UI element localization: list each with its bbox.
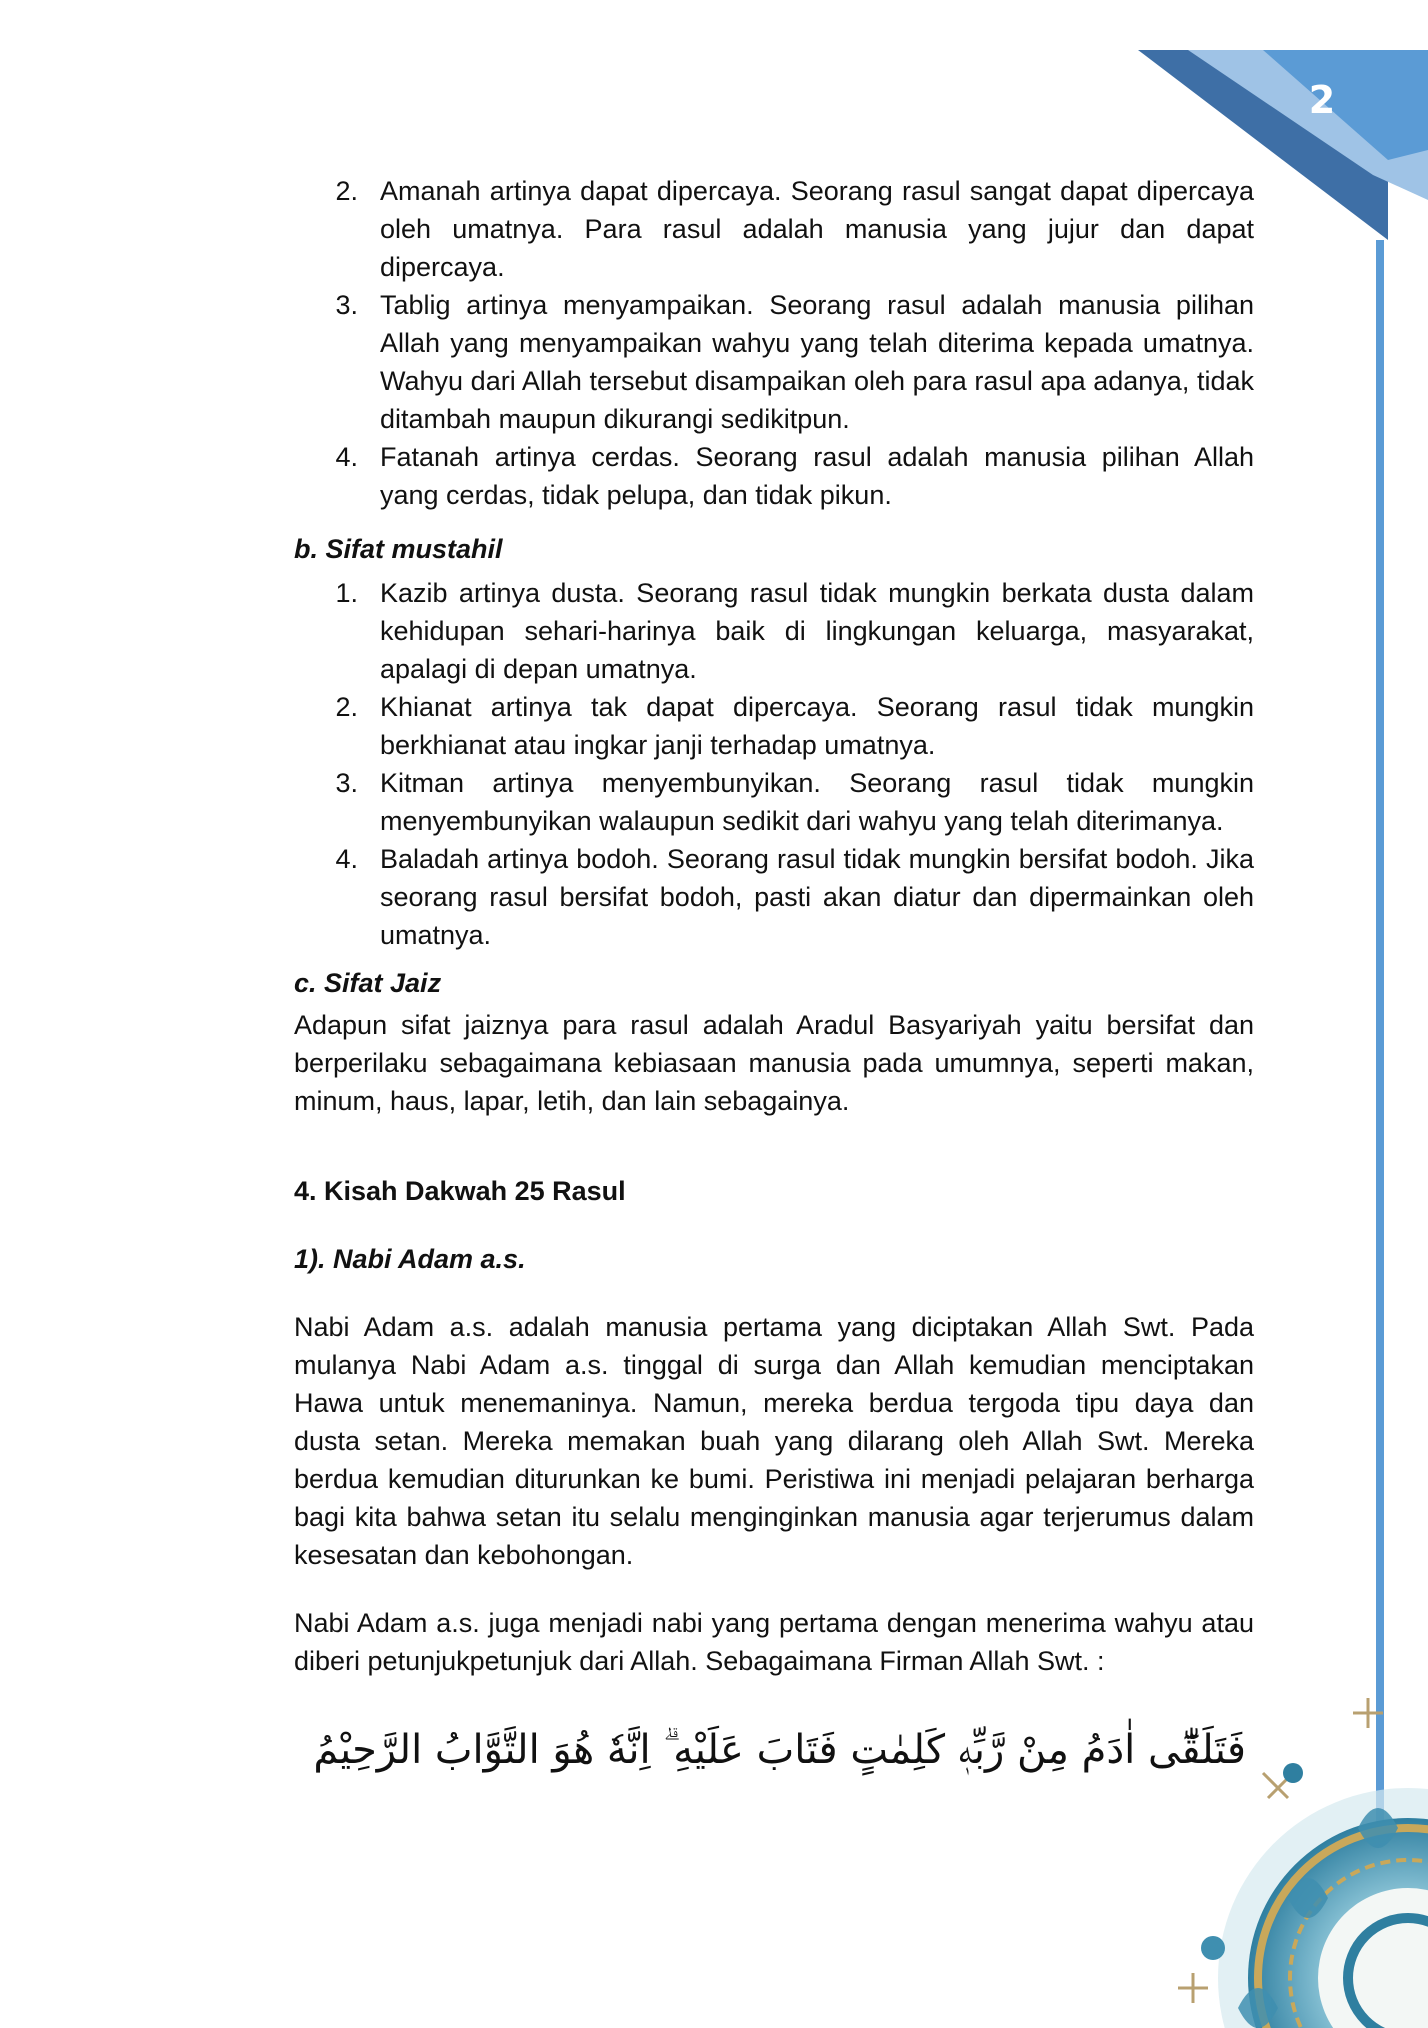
list-item: [294, 764, 1254, 840]
list-number: 4.: [335, 844, 358, 874]
sifat-wajib-list: [294, 172, 1254, 514]
arabic-verse: فَتَلَقّٰٓى اٰدَمُ مِنْ رَّبِّهٖ كَلِمٰتٍ فَتَابَ عَلَيْهِ ۗ اِنَّهٗ هُوَ التَّوَّابُ الرَّحِيْمُ: [313, 1727, 1246, 1773]
sifat-mustahil-list: [294, 574, 1254, 954]
list-item: [294, 438, 1254, 514]
list-number: 2.: [335, 692, 358, 722]
page-content: [294, 172, 1254, 1780]
list-text: Khianat artinya tak dapat dipercaya. Seorang rasul tidak mungkin berkhianat atau ingkar janji terhadap umatnya.: [380, 692, 1254, 760]
list-number: 3.: [335, 290, 358, 320]
list-text: Tablig artinya menyampaikan. Seorang rasul adalah manusia pilihan Allah yang menyampaikan wahyu yang telah diterima kepada umatnya. Wahyu dari Allah tersebut disampaikan oleh para rasul apa adanya, tidak ditambah maupun dikurangi sedikitpun.: [380, 290, 1254, 434]
section-heading: 4. Kisah Dakwah 25 Rasul: [294, 1176, 626, 1206]
subsection-heading: 1). Nabi Adam a.s.: [294, 1244, 526, 1274]
list-number: 4.: [335, 442, 358, 472]
list-text: Fatanah artinya cerdas. Seorang rasul adalah manusia pilihan Allah yang cerdas, tidak pelupa, dan tidak pikun.: [380, 442, 1254, 510]
list-text: Kazib artinya dusta. Seorang rasul tidak mungkin berkata dusta dalam kehidupan sehari-harinya baik di lingkungan keluarga, masyarakat, apalagi di depan umatnya.: [380, 578, 1254, 684]
list-number: 3.: [335, 768, 358, 798]
sifat-mustahil-heading: b. Sifat mustahil: [294, 534, 503, 564]
list-item: [294, 286, 1254, 438]
list-item: [294, 840, 1254, 954]
list-item: [294, 688, 1254, 764]
paragraph: Nabi Adam a.s. juga menjadi nabi yang pertama dengan menerima wahyu atau diberi petunjukpetunjuk dari Allah. Sebagaimana Firman Allah Swt. :: [294, 1608, 1254, 1676]
list-number: 2.: [335, 176, 358, 206]
list-text: Kitman artinya menyembunyikan. Seorang rasul tidak mungkin menyembunyikan walaupun sedikit dari wahyu yang telah diterimanya.: [380, 768, 1254, 836]
list-number: 1.: [335, 578, 358, 608]
sifat-jaiz-heading: c. Sifat Jaiz: [294, 968, 442, 998]
sifat-jaiz-text: Adapun sifat jaiznya para rasul adalah Aradul Basyariyah yaitu bersifat dan berperilaku sebagaimana kebiasaan manusia pada umumnya, seperti makan, minum, haus, lapar, letih, dan lain sebagainya.: [294, 1010, 1254, 1116]
list-text: Amanah artinya dapat dipercaya. Seorang rasul sangat dapat dipercaya oleh umatnya. Para rasul adalah manusia yang jujur dan dapat dipercaya.: [380, 176, 1254, 282]
list-item: [294, 574, 1254, 688]
paragraph: Nabi Adam a.s. adalah manusia pertama yang diciptakan Allah Swt. Pada mulanya Nabi Adam a.s. tinggal di surga dan Allah kemudian menciptakan Hawa untuk menemaninya. Namun, mereka berdua tergoda tipu daya dan dusta setan. Mereka memakan buah yang dilarang oleh Allah Swt. Mereka berdua kemudian diturunkan ke bumi. Peristiwa ini menjadi pelajaran berharga bagi kita bahwa setan itu selalu menginginkan manusia agar terjerumus dalam kesesatan dan kebohongan.: [294, 1312, 1254, 1570]
list-text: Baladah artinya bodoh. Seorang rasul tidak mungkin bersifat bodoh. Jika seorang rasul bersifat bodoh, pasti akan diatur dan dipermainkan oleh umatnya.: [380, 844, 1254, 950]
list-item: [294, 172, 1254, 286]
page-number: 2: [1308, 78, 1336, 122]
